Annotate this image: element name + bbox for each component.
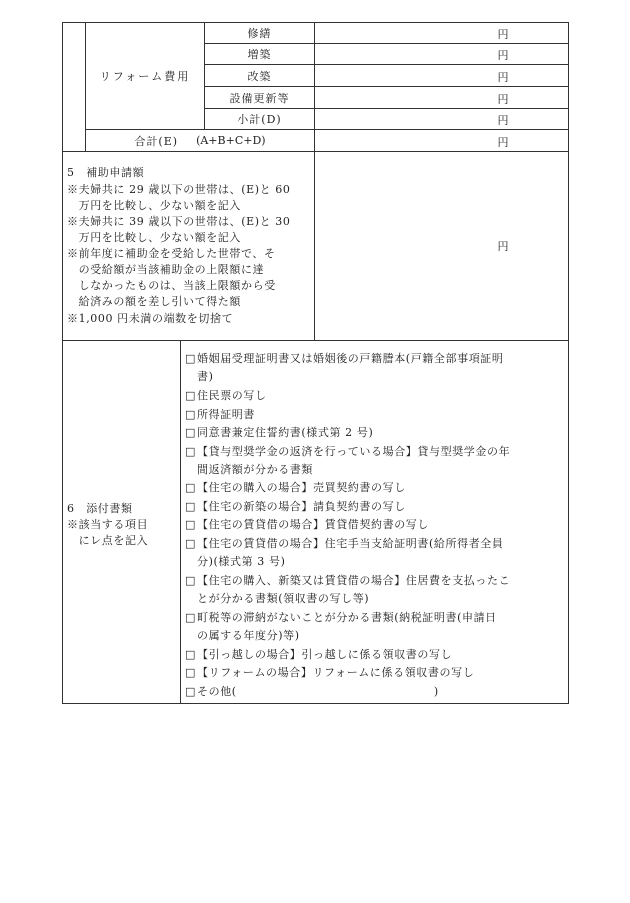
total-formula: (A+B+C+D) [196, 134, 266, 147]
section5-note-line: ※夫婦共に 29 歳以下の世帯は、(E)と 60 [67, 183, 291, 196]
attachment-item-marriage-certificate[interactable] [185, 350, 504, 366]
attachment-item-label: 所得証明書 [197, 408, 255, 421]
total-label: 合計(E) [134, 134, 179, 148]
column-divider [180, 340, 181, 704]
attachment-item-moving-receipts[interactable] [185, 646, 452, 662]
reform-item-repair: 修繕 [247, 26, 272, 40]
attachment-item-label: その他( ) [197, 685, 439, 698]
checkbox[interactable]: □ [185, 648, 196, 661]
attachment-item-other[interactable] [185, 683, 439, 699]
section-divider [62, 340, 569, 341]
attachment-item-continuation: とが分かる書類(領収書の写し等) [197, 592, 370, 605]
row-divider [62, 151, 569, 152]
section5-note-line: の受給額が当該補助金の上限額に達 [67, 263, 265, 276]
attachment-item-scholarship[interactable] [185, 443, 510, 459]
attachment-item-label: 【リフォームの場合】リフォームに係る領収書の写し [197, 666, 475, 679]
checkbox[interactable]: □ [185, 389, 196, 402]
column-divider [314, 22, 315, 340]
attachment-item-continuation: 間返済額が分かる書類 [197, 463, 313, 476]
attachment-item-label: 同意書兼定住誓約書(様式第 2 号) [197, 426, 374, 439]
yen-unit: 円 [497, 114, 509, 127]
attachment-item-label: 【引っ越しの場合】引っ越しに係る領収書の写し [197, 648, 453, 661]
checkbox[interactable]: □ [185, 500, 196, 513]
attachment-item-label: 【住宅の新築の場合】請負契約書の写し [197, 500, 406, 513]
section5-note-line: 万円を比較し、少ない額を記入 [67, 231, 241, 244]
attachment-item-continuation: 書) [197, 370, 214, 383]
reform-item-equipment-update: 設備更新等 [229, 91, 290, 105]
section6-title: 6 添付書類 [67, 502, 133, 515]
total-row-label [86, 130, 314, 151]
checkbox[interactable]: □ [185, 574, 196, 587]
attachment-item-consent-form[interactable] [185, 424, 373, 440]
attachment-item-income-certificate[interactable] [185, 406, 255, 422]
subsidy-amount-yen-unit: 円 [497, 240, 509, 253]
attachment-item-reform-receipts[interactable] [185, 664, 474, 680]
section6-note-line: ※該当する項目 [67, 518, 149, 531]
checkbox[interactable]: □ [185, 518, 196, 531]
checkbox[interactable]: □ [185, 611, 196, 624]
section6-note-line: にレ点を記入 [67, 534, 149, 547]
yen-unit: 円 [497, 49, 509, 62]
attachment-item-housing-receipts[interactable] [185, 572, 510, 588]
attachment-item-label: 【住宅の賃貸借の場合】住宅手当支給証明書(給所得者全員 [197, 537, 504, 550]
checkbox[interactable]: □ [185, 481, 196, 494]
attachment-item-label: 【住宅の購入の場合】売買契約書の写し [197, 481, 406, 494]
checkbox[interactable]: □ [185, 445, 196, 458]
attachment-item-lease-contract[interactable] [185, 516, 429, 532]
checkbox[interactable]: □ [185, 537, 196, 550]
attachment-item-purchase-contract[interactable] [185, 479, 406, 495]
reform-cost-label: リフォーム費用 [99, 69, 191, 83]
section5-note-line: ※夫婦共に 39 歳以下の世帯は、(E)と 30 [67, 215, 291, 228]
yen-unit: 円 [497, 136, 509, 149]
yen-unit: 円 [497, 93, 509, 106]
attachment-item-tax-certificate[interactable] [185, 609, 497, 625]
attachment-item-label: 【住宅の購入、新築又は賃貸借の場合】住居費を支払ったこ [197, 574, 511, 587]
attachment-item-label: 婚姻届受理証明書又は婚姻後の戸籍謄本(戸籍全部事項証明 [197, 352, 504, 365]
attachment-item-construction-contract[interactable] [185, 498, 406, 514]
attachment-item-resident-record[interactable] [185, 387, 267, 403]
section5-note-line: 万円を比較し、少ない額を記入 [67, 199, 241, 212]
attachment-item-label: 住民票の写し [197, 389, 267, 402]
attachment-item-continuation: の属する年度分)等) [197, 629, 300, 642]
reform-item-extension: 増築 [247, 48, 272, 61]
section5-title: 5 補助申請額 [67, 166, 145, 179]
section5-note-line: 給済みの額を差し引いて得た額 [67, 295, 241, 308]
attachment-item-continuation: 分)(様式第 3 号) [197, 555, 286, 568]
yen-unit: 円 [497, 28, 509, 41]
section5-note-line: ※1,000 円未満の端数を切捨て [67, 312, 234, 325]
checkbox[interactable]: □ [185, 666, 196, 679]
checkbox[interactable]: □ [185, 408, 196, 421]
section5-note-line: しなかったものは、当該上限額から受 [67, 279, 276, 292]
reform-subtotal-label: 小計(D) [237, 113, 282, 126]
attachment-item-label: 【住宅の賃貸借の場合】賃貸借契約書の写し [197, 518, 429, 531]
checkbox[interactable]: □ [185, 685, 196, 698]
attachment-item-label: 町税等の滞納がないことが分かる書類(納税証明書(申請日 [197, 611, 497, 624]
yen-unit: 円 [497, 71, 509, 84]
checkbox[interactable]: □ [185, 352, 196, 365]
attachment-item-housing-allowance[interactable] [185, 535, 504, 551]
checkbox[interactable]: □ [185, 426, 196, 439]
attachment-item-label: 【貸与型奨学金の返済を行っている場合】貸与型奨学金の年 [197, 445, 511, 458]
section5-note-line: ※前年度に補助金を受給した世帯で、そ [67, 247, 276, 260]
reform-item-rebuild: 改築 [247, 69, 272, 83]
